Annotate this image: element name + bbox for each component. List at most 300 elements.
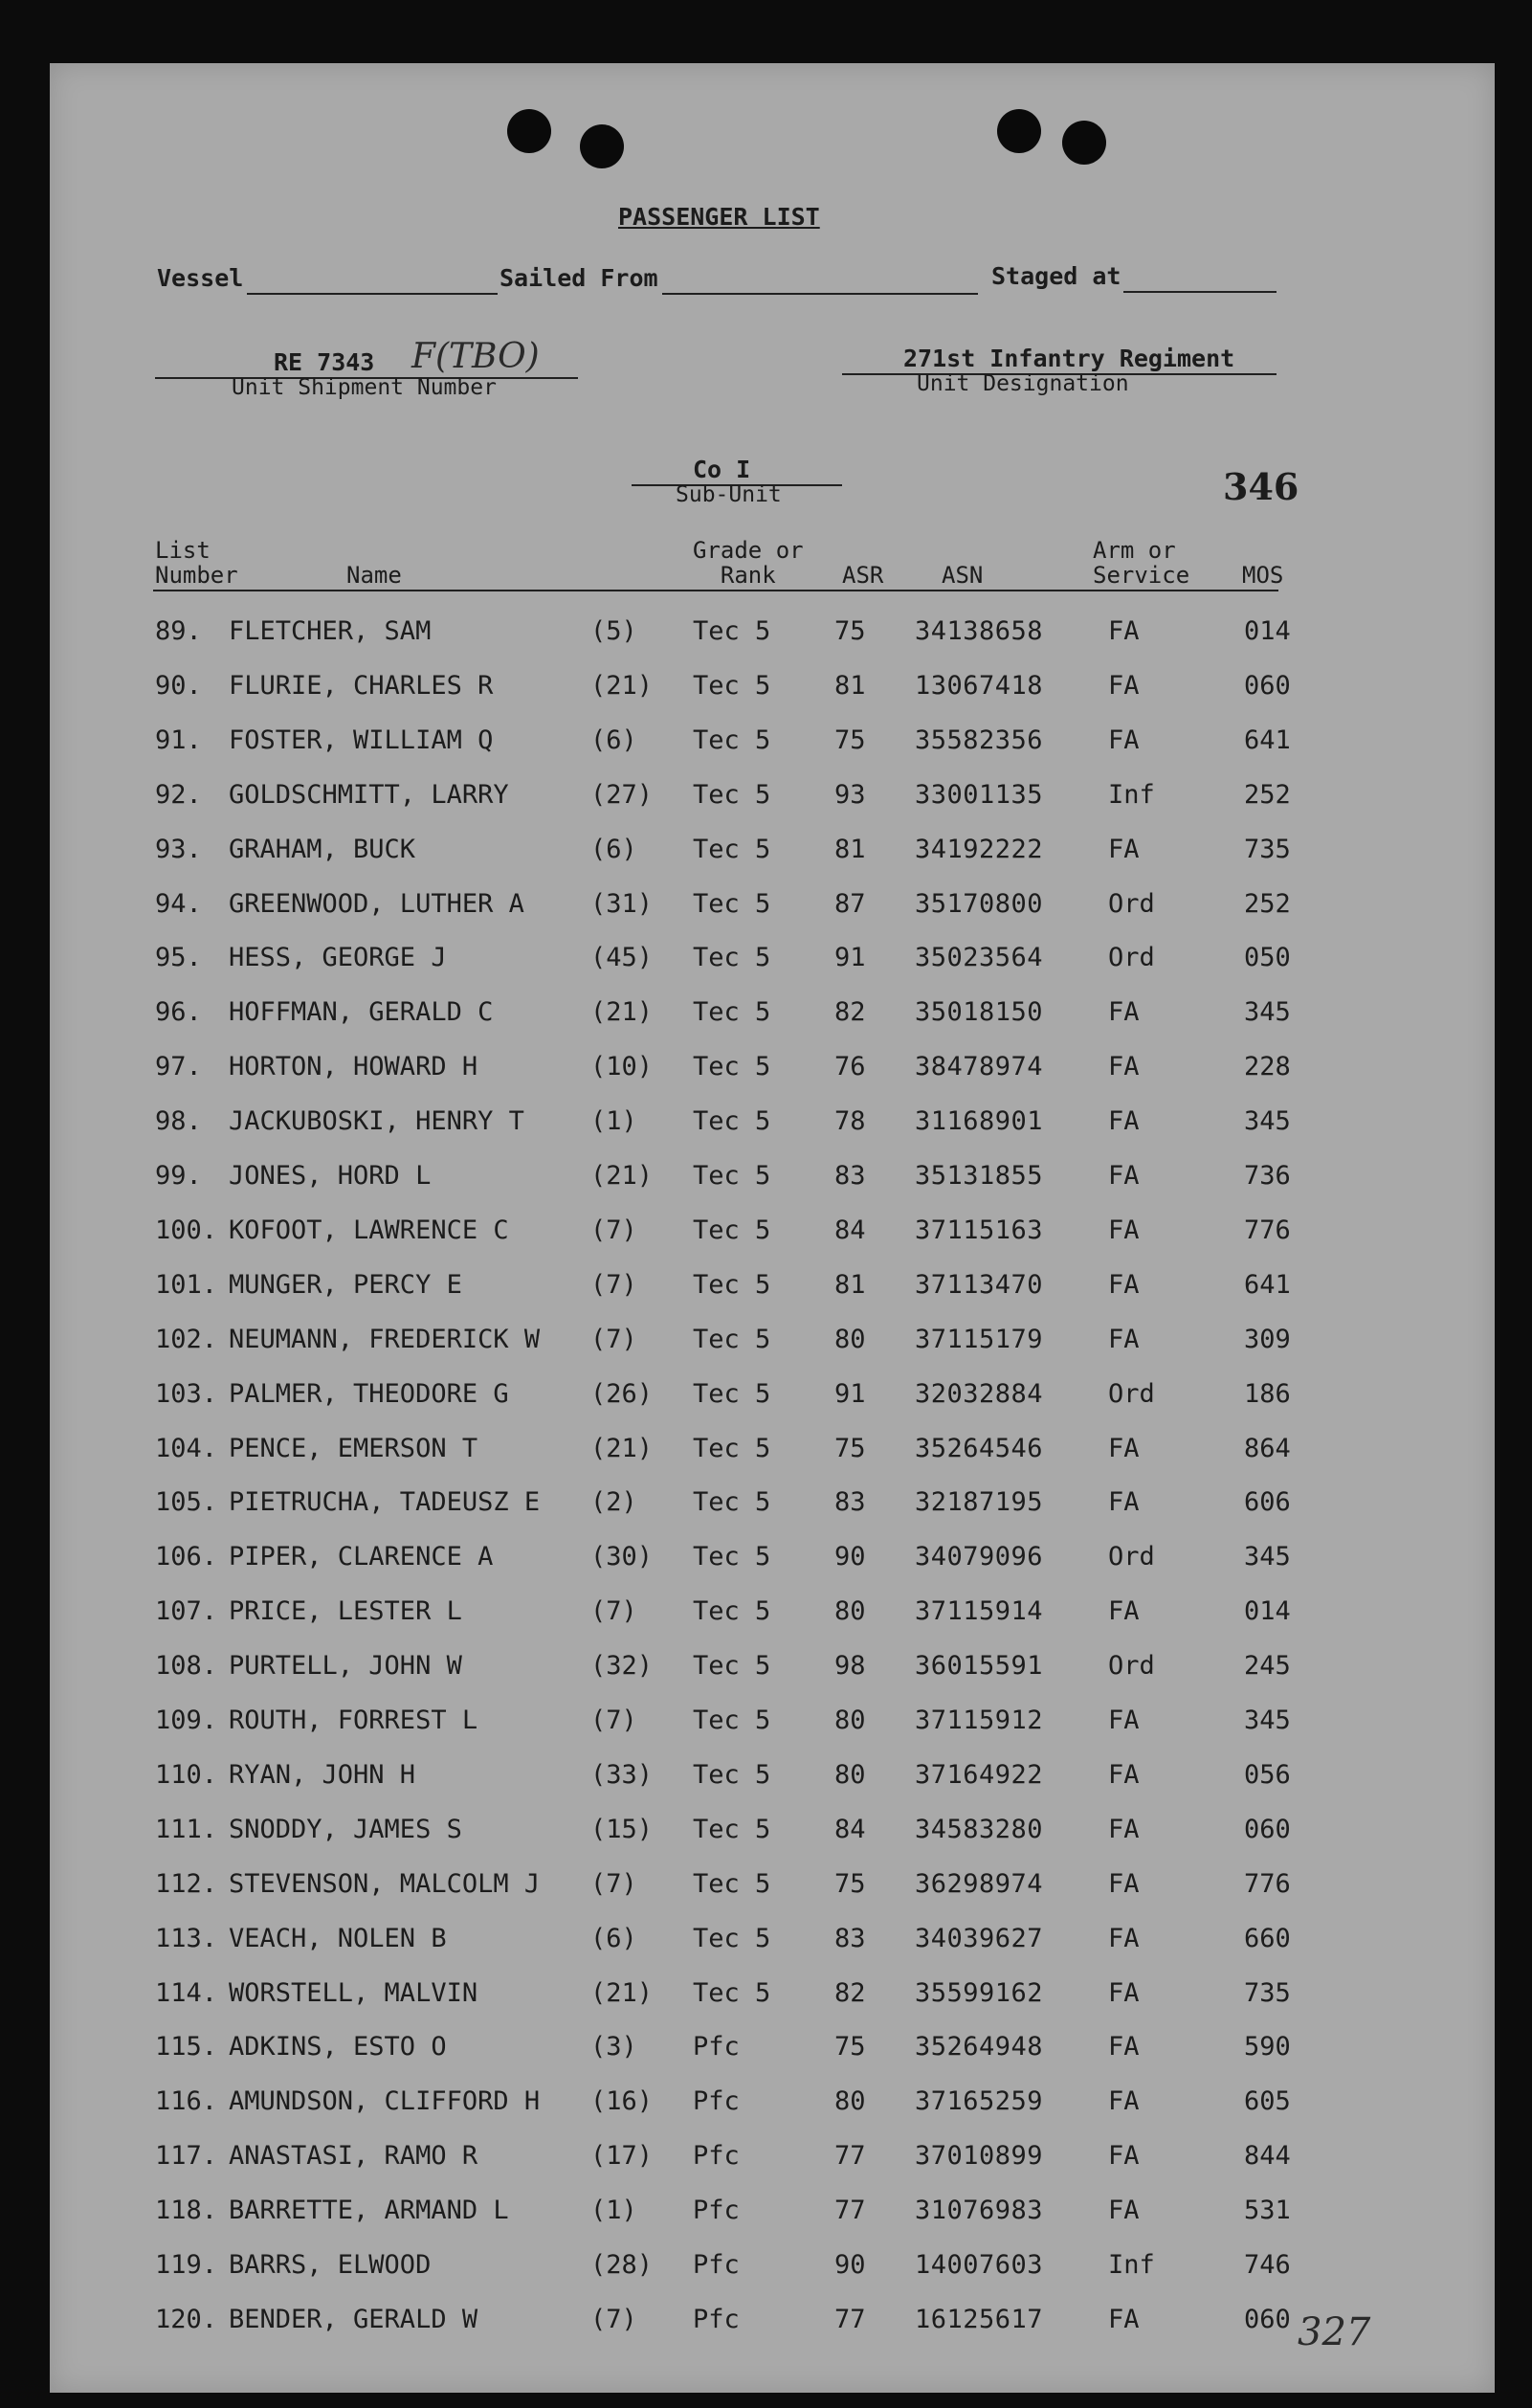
row-number: 111.: [155, 1814, 218, 1844]
mos-code: 736: [1244, 1161, 1291, 1191]
arm-service: FA: [1108, 1759, 1140, 1790]
arm-service: FA: [1108, 834, 1140, 864]
paren-code: (6): [590, 834, 637, 864]
paren-code: (7): [590, 1269, 637, 1300]
sub-unit: Co I: [693, 456, 751, 483]
arm-service: FA: [1108, 616, 1140, 646]
row-number: 112.: [155, 1868, 218, 1899]
passenger-name: HESS, GEORGE J: [229, 943, 447, 973]
arm-service: FA: [1108, 725, 1140, 755]
grade-rank: Tec 5: [693, 1433, 771, 1463]
arm-service: Ord: [1108, 1542, 1155, 1572]
passenger-name: GOLDSCHMITT, LARRY: [229, 779, 509, 810]
document-page: [50, 63, 1495, 2393]
asr-score: 77: [834, 2141, 866, 2172]
row-number: 97.: [155, 1052, 202, 1082]
row-number: 113.: [155, 1923, 218, 1953]
mos-code: 014: [1244, 1596, 1291, 1627]
passenger-name: PURTELL, JOHN W: [229, 1651, 462, 1682]
table-row: [50, 1052, 1495, 1105]
grade-rank: Tec 5: [693, 725, 771, 755]
col-asn: ASN: [942, 562, 984, 589]
table-row: [50, 2086, 1495, 2140]
row-number: 115.: [155, 2032, 218, 2062]
grade-rank: Tec 5: [693, 1814, 771, 1844]
passenger-name: GRAHAM, BUCK: [229, 834, 416, 864]
grade-rank: Tec 5: [693, 1378, 771, 1409]
arm-service: Ord: [1108, 1378, 1155, 1409]
asr-score: 87: [834, 888, 866, 919]
asn-number: 34192222: [915, 834, 1044, 864]
staged-at-line: [1123, 291, 1277, 293]
asr-score: 84: [834, 1215, 866, 1245]
mos-code: 735: [1244, 834, 1291, 864]
asr-score: 93: [834, 779, 866, 810]
paren-code: (21): [590, 997, 654, 1028]
asn-number: 35582356: [915, 725, 1044, 755]
asn-number: 36298974: [915, 1868, 1044, 1899]
passenger-name: VEACH, NOLEN B: [229, 1923, 447, 1953]
row-number: 105.: [155, 1487, 218, 1518]
grade-rank: Tec 5: [693, 1651, 771, 1682]
asr-score: 83: [834, 1161, 866, 1191]
grade-rank: Tec 5: [693, 1923, 771, 1953]
mos-code: 050: [1244, 943, 1291, 973]
asn-number: 38478974: [915, 1052, 1044, 1082]
asn-number: 37115914: [915, 1596, 1044, 1627]
arm-service: Inf: [1108, 2250, 1155, 2280]
arm-service: FA: [1108, 2032, 1140, 2062]
paren-code: (7): [590, 1868, 637, 1899]
paren-code: (28): [590, 2250, 654, 2280]
shipment-handwritten: F(TBO): [411, 337, 540, 376]
table-row: [50, 1487, 1495, 1541]
row-number: 93.: [155, 834, 202, 864]
passenger-name: GREENWOOD, LUTHER A: [229, 888, 524, 919]
table-row: [50, 2196, 1495, 2249]
table-row: [50, 2250, 1495, 2304]
asr-score: 75: [834, 1433, 866, 1463]
passenger-name: PALMER, THEODORE G: [229, 1378, 509, 1409]
paren-code: (32): [590, 1651, 654, 1682]
paren-code: (7): [590, 2304, 637, 2334]
row-number: 96.: [155, 997, 202, 1028]
asr-score: 91: [834, 1378, 866, 1409]
mos-code: 531: [1244, 2196, 1291, 2226]
passenger-name: JACKUBOSKI, HENRY T: [229, 1106, 524, 1137]
asr-score: 76: [834, 1052, 866, 1082]
asr-score: 84: [834, 1814, 866, 1844]
mos-code: 056: [1244, 1759, 1291, 1790]
mos-code: 864: [1244, 1433, 1291, 1463]
table-row: [50, 1978, 1495, 2032]
row-number: 95.: [155, 943, 202, 973]
grade-rank: Tec 5: [693, 1759, 771, 1790]
asr-score: 77: [834, 2196, 866, 2226]
asn-number: 35264948: [915, 2032, 1044, 2062]
row-number: 110.: [155, 1759, 218, 1790]
table-row: [50, 1596, 1495, 1650]
asn-number: 31076983: [915, 2196, 1044, 2226]
grade-rank: Pfc: [693, 2196, 740, 2226]
passenger-name: BENDER, GERALD W: [229, 2304, 478, 2334]
arm-service: FA: [1108, 1161, 1140, 1191]
mos-code: 186: [1244, 1378, 1291, 1409]
arm-service: FA: [1108, 1052, 1140, 1082]
asr-score: 90: [834, 1542, 866, 1572]
asr-score: 75: [834, 725, 866, 755]
mos-code: 245: [1244, 1651, 1291, 1682]
sub-unit-caption: Sub-Unit: [676, 482, 782, 507]
asn-number: 37164922: [915, 1759, 1044, 1790]
passenger-name: HOFFMAN, GERALD C: [229, 997, 494, 1028]
asr-score: 83: [834, 1923, 866, 1953]
table-row: [50, 2032, 1495, 2085]
arm-service: FA: [1108, 2304, 1140, 2334]
asn-number: 35131855: [915, 1161, 1044, 1191]
mos-code: 735: [1244, 1977, 1291, 2008]
punch-hole: [997, 109, 1041, 153]
handwritten-note: 327: [1298, 2310, 1371, 2354]
arm-service: Ord: [1108, 888, 1155, 919]
row-number: 89.: [155, 616, 202, 646]
col-name: Name: [346, 562, 402, 589]
paren-code: (5): [590, 616, 637, 646]
passenger-name: HORTON, HOWARD H: [229, 1052, 478, 1082]
grade-rank: Tec 5: [693, 888, 771, 919]
paren-code: (7): [590, 1215, 637, 1245]
paren-code: (31): [590, 888, 654, 919]
arm-service: FA: [1108, 1487, 1140, 1518]
arm-service: FA: [1108, 997, 1140, 1028]
paren-code: (3): [590, 2032, 637, 2062]
table-row: [50, 671, 1495, 725]
mos-code: 252: [1244, 888, 1291, 919]
grade-rank: Pfc: [693, 2032, 740, 2062]
row-number: 101.: [155, 1269, 218, 1300]
paren-code: (27): [590, 779, 654, 810]
asn-number: 35264546: [915, 1433, 1044, 1463]
table-row: [50, 1434, 1495, 1487]
asn-number: 34039627: [915, 1923, 1044, 1953]
asr-score: 78: [834, 1106, 866, 1137]
grade-rank: Tec 5: [693, 1706, 771, 1735]
arm-service: FA: [1108, 2196, 1140, 2226]
paren-code: (17): [590, 2141, 654, 2172]
asn-number: 14007603: [915, 2250, 1044, 2280]
asn-number: 35023564: [915, 943, 1044, 973]
asr-score: 83: [834, 1487, 866, 1518]
passenger-name: ROUTH, FORREST L: [229, 1706, 478, 1735]
header-rule: [153, 590, 1278, 591]
asn-number: 37113470: [915, 1269, 1044, 1300]
passenger-name: ANASTASI, RAMO R: [229, 2141, 478, 2172]
passenger-name: SNODDY, JAMES S: [229, 1814, 462, 1844]
passenger-name: BARRS, ELWOOD: [229, 2250, 432, 2280]
passenger-name: WORSTELL, MALVIN: [229, 1977, 478, 2008]
grade-rank: Tec 5: [693, 1161, 771, 1191]
mos-code: 345: [1244, 1706, 1291, 1735]
asn-number: 35018150: [915, 997, 1044, 1028]
col-arm: Arm or Service: [1093, 537, 1190, 589]
row-number: 91.: [155, 725, 202, 755]
paren-code: (45): [590, 943, 654, 973]
asr-score: 80: [834, 1706, 866, 1735]
asr-score: 90: [834, 2250, 866, 2280]
table-row: [50, 1379, 1495, 1433]
asn-number: 37010899: [915, 2141, 1044, 2172]
asr-score: 82: [834, 997, 866, 1028]
arm-service: FA: [1108, 1215, 1140, 1245]
punch-hole: [1062, 121, 1106, 165]
table-row: [50, 1869, 1495, 1923]
paren-code: (15): [590, 1814, 654, 1844]
asn-number: 32032884: [915, 1378, 1044, 1409]
mos-code: 014: [1244, 616, 1291, 646]
mos-code: 252: [1244, 779, 1291, 810]
table-row: [50, 1706, 1495, 1759]
row-number: 108.: [155, 1651, 218, 1682]
paren-code: (6): [590, 1923, 637, 1953]
arm-service: Inf: [1108, 779, 1155, 810]
asn-number: 37115179: [915, 1324, 1044, 1354]
paren-code: (7): [590, 1706, 637, 1735]
row-number: 118.: [155, 2196, 218, 2226]
grade-rank: Tec 5: [693, 670, 771, 701]
grade-rank: Tec 5: [693, 1868, 771, 1899]
mos-code: 060: [1244, 1814, 1291, 1844]
asn-number: 37115912: [915, 1706, 1044, 1735]
row-number: 117.: [155, 2141, 218, 2172]
table-row: [50, 997, 1495, 1051]
asr-score: 75: [834, 1868, 866, 1899]
arm-service: FA: [1108, 1324, 1140, 1354]
col-list-number: List Number: [155, 537, 238, 589]
table-row: [50, 1760, 1495, 1814]
row-number: 90.: [155, 670, 202, 701]
grade-rank: Tec 5: [693, 1324, 771, 1354]
grade-rank: Tec 5: [693, 1487, 771, 1518]
col-asr: ASR: [842, 562, 884, 589]
asr-score: 75: [834, 616, 866, 646]
asr-score: 80: [834, 1596, 866, 1627]
passenger-name: FLURIE, CHARLES R: [229, 670, 494, 701]
row-number: 92.: [155, 779, 202, 810]
mos-code: 605: [1244, 2086, 1291, 2117]
table-row: [50, 2305, 1495, 2358]
passenger-name: KOFOOT, LAWRENCE C: [229, 1215, 509, 1245]
row-number: 103.: [155, 1378, 218, 1409]
arm-service: FA: [1108, 1596, 1140, 1627]
unit-designation: 271st Infantry Regiment: [903, 345, 1235, 372]
mos-code: 660: [1244, 1923, 1291, 1953]
passenger-name: AMUNDSON, CLIFFORD H: [229, 2086, 541, 2117]
asr-score: 80: [834, 1759, 866, 1790]
grade-rank: Tec 5: [693, 1052, 771, 1082]
paren-code: (21): [590, 670, 654, 701]
asr-score: 80: [834, 2086, 866, 2117]
mos-code: 746: [1244, 2250, 1291, 2280]
paren-code: (2): [590, 1487, 637, 1518]
table-row: [50, 1106, 1495, 1160]
row-number: 120.: [155, 2304, 218, 2334]
arm-service: FA: [1108, 1814, 1140, 1844]
row-number: 104.: [155, 1433, 218, 1463]
paren-code: (21): [590, 1161, 654, 1191]
mos-code: 228: [1244, 1052, 1291, 1082]
arm-service: FA: [1108, 2141, 1140, 2172]
asn-number: 13067418: [915, 670, 1044, 701]
paren-code: (1): [590, 1106, 637, 1137]
page-number: 346: [1223, 465, 1299, 508]
grade-rank: Tec 5: [693, 779, 771, 810]
paren-code: (26): [590, 1378, 654, 1409]
asn-number: 16125617: [915, 2304, 1044, 2334]
passenger-name: PIETRUCHA, TADEUSZ E: [229, 1487, 541, 1518]
mos-code: 345: [1244, 1106, 1291, 1137]
asn-number: 34079096: [915, 1542, 1044, 1572]
arm-service: FA: [1108, 1106, 1140, 1137]
passenger-name: MUNGER, PERCY E: [229, 1269, 462, 1300]
paren-code: (33): [590, 1759, 654, 1790]
mos-code: 060: [1244, 2304, 1291, 2334]
row-number: 107.: [155, 1596, 218, 1627]
asr-score: 77: [834, 2304, 866, 2334]
arm-service: FA: [1108, 1269, 1140, 1300]
paren-code: (10): [590, 1052, 654, 1082]
asn-number: 33001135: [915, 779, 1044, 810]
passenger-name: JONES, HORD L: [229, 1161, 432, 1191]
table-row: [50, 835, 1495, 888]
paren-code: (7): [590, 1324, 637, 1354]
paren-code: (21): [590, 1433, 654, 1463]
asn-number: 35599162: [915, 1977, 1044, 2008]
arm-service: Ord: [1108, 943, 1155, 973]
paren-code: (16): [590, 2086, 654, 2117]
table-row: [50, 780, 1495, 834]
table-row: [50, 1270, 1495, 1324]
unit-caption: Unit Designation: [917, 371, 1129, 396]
table-row: [50, 2141, 1495, 2195]
row-number: 109.: [155, 1706, 218, 1735]
grade-rank: Pfc: [693, 2141, 740, 2172]
mos-code: 345: [1244, 997, 1291, 1028]
mos-code: 844: [1244, 2141, 1291, 2172]
mos-code: 641: [1244, 1269, 1291, 1300]
asr-score: 82: [834, 1977, 866, 2008]
asn-number: 34583280: [915, 1814, 1044, 1844]
arm-service: FA: [1108, 670, 1140, 701]
passenger-name: NEUMANN, FREDERICK W: [229, 1324, 541, 1354]
grade-rank: Tec 5: [693, 997, 771, 1028]
mos-code: 606: [1244, 1487, 1291, 1518]
mos-code: 590: [1244, 2032, 1291, 2062]
passenger-name: ADKINS, ESTO O: [229, 2032, 447, 2062]
grade-rank: Tec 5: [693, 1106, 771, 1137]
paren-code: (21): [590, 1977, 654, 2008]
paren-code: (6): [590, 725, 637, 755]
row-number: 94.: [155, 888, 202, 919]
table-row: [50, 1161, 1495, 1215]
shipment-caption: Unit Shipment Number: [232, 375, 497, 400]
asn-number: 37115163: [915, 1215, 1044, 1245]
row-number: 119.: [155, 2250, 218, 2280]
passenger-name: STEVENSON, MALCOLM J: [229, 1868, 541, 1899]
passenger-name: FLETCHER, SAM: [229, 616, 432, 646]
grade-rank: Tec 5: [693, 834, 771, 864]
mos-code: 776: [1244, 1215, 1291, 1245]
grade-rank: Pfc: [693, 2250, 740, 2280]
table-row: [50, 1924, 1495, 1977]
row-number: 106.: [155, 1542, 218, 1572]
table-row: [50, 1325, 1495, 1378]
passenger-name: PENCE, EMERSON T: [229, 1433, 478, 1463]
mos-code: 345: [1244, 1542, 1291, 1572]
arm-service: FA: [1108, 1433, 1140, 1463]
col-mos: MOS: [1242, 562, 1284, 589]
mos-code: 776: [1244, 1868, 1291, 1899]
asr-score: 81: [834, 834, 866, 864]
vessel-line: [247, 293, 498, 295]
arm-service: FA: [1108, 2086, 1140, 2117]
col-grade: Grade or Rank: [693, 537, 804, 589]
vessel-label: Vessel: [157, 264, 244, 292]
asr-score: 91: [834, 943, 866, 973]
passenger-name: RYAN, JOHN H: [229, 1759, 416, 1790]
arm-service: FA: [1108, 1977, 1140, 2008]
mos-code: 641: [1244, 725, 1291, 755]
paren-code: (7): [590, 1596, 637, 1627]
mos-code: 309: [1244, 1324, 1291, 1354]
row-number: 99.: [155, 1161, 202, 1191]
asn-number: 34138658: [915, 616, 1044, 646]
grade-rank: Tec 5: [693, 1542, 771, 1572]
grade-rank: Tec 5: [693, 1977, 771, 2008]
asr-score: 98: [834, 1651, 866, 1682]
asr-score: 75: [834, 2032, 866, 2062]
asn-number: 36015591: [915, 1651, 1044, 1682]
row-number: 102.: [155, 1324, 218, 1354]
passenger-name: BARRETTE, ARMAND L: [229, 2196, 509, 2226]
row-number: 114.: [155, 1977, 218, 2008]
arm-service: FA: [1108, 1868, 1140, 1899]
asr-score: 81: [834, 1269, 866, 1300]
passenger-name: PRICE, LESTER L: [229, 1596, 462, 1627]
grade-rank: Pfc: [693, 2304, 740, 2334]
arm-service: FA: [1108, 1923, 1140, 1953]
staged-at-label: Staged at: [991, 262, 1121, 290]
asr-score: 80: [834, 1324, 866, 1354]
table-row: [50, 889, 1495, 943]
table-row: [50, 1651, 1495, 1705]
grade-rank: Tec 5: [693, 616, 771, 646]
punch-hole: [580, 124, 624, 168]
grade-rank: Pfc: [693, 2086, 740, 2117]
table-row: [50, 1815, 1495, 1868]
grade-rank: Tec 5: [693, 1215, 771, 1245]
asn-number: 32187195: [915, 1487, 1044, 1518]
grade-rank: Tec 5: [693, 943, 771, 973]
punch-hole: [507, 109, 551, 153]
table-row: [50, 1215, 1495, 1269]
mos-code: 060: [1244, 670, 1291, 701]
grade-rank: Tec 5: [693, 1269, 771, 1300]
asn-number: 31168901: [915, 1106, 1044, 1137]
row-number: 98.: [155, 1106, 202, 1137]
arm-service: FA: [1108, 1706, 1140, 1735]
arm-service: Ord: [1108, 1651, 1155, 1682]
shipment-number: RE 7343: [274, 348, 375, 376]
